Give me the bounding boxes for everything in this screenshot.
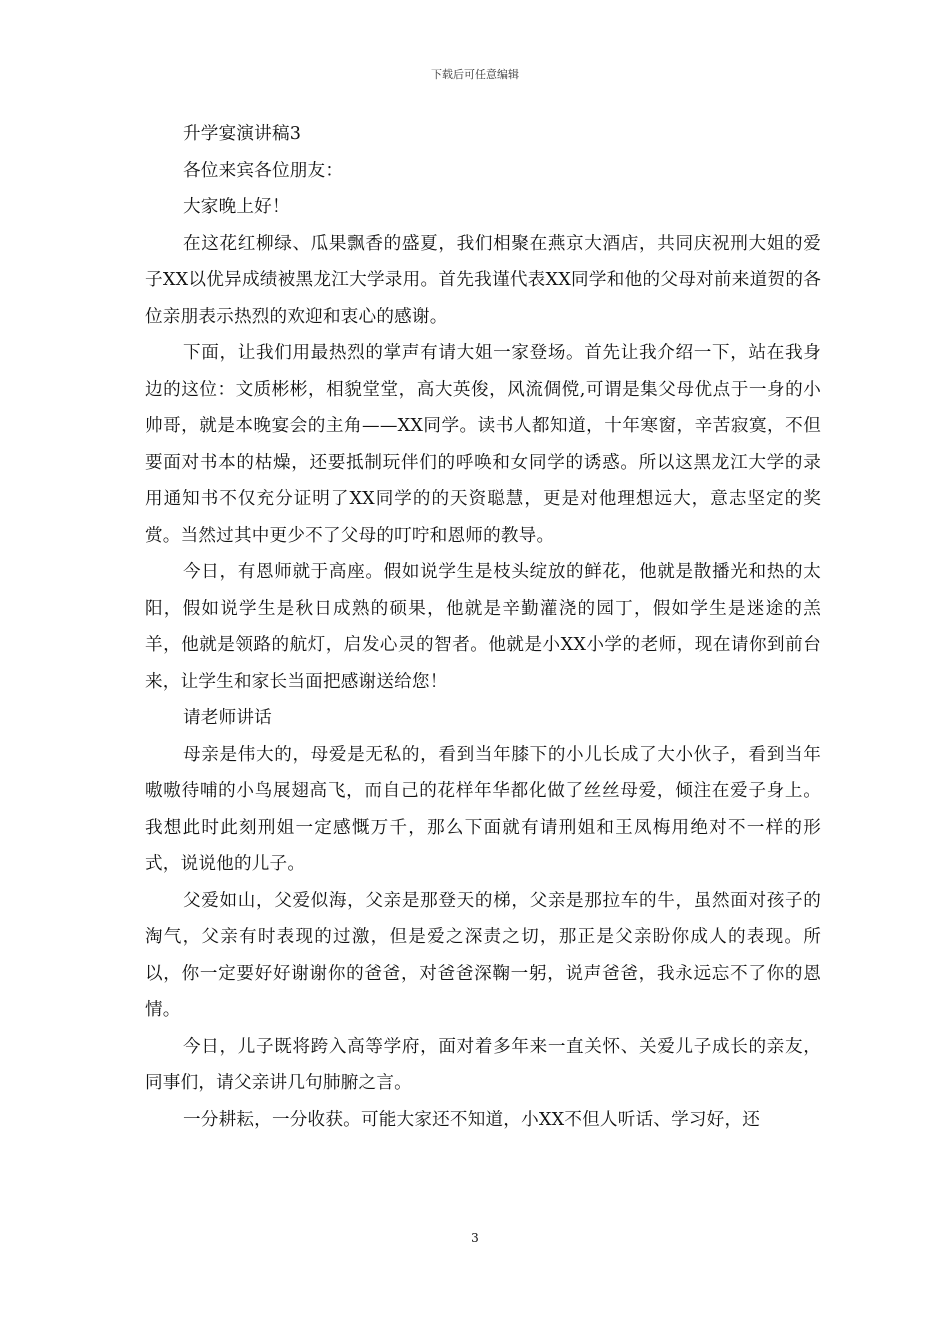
- greeting: 大家晚上好！: [183, 197, 290, 217]
- paragraph-opening: 在这花红柳绿、瓜果飘香的盛夏，我们相聚在燕京大酒店，共同庆祝刑大姐的爱子XX以优异成绩被黑龙江大学录用。首先我谨代表XX同学和他的父母对前来道贺的各位亲朋表示热烈的欢迎和衷心的感谢。: [145, 233, 821, 327]
- document-body: [145, 116, 821, 1138]
- paragraph-teacher-speech: 请老师讲话: [183, 708, 272, 728]
- speech-title: 升学宴演讲稿3: [183, 124, 302, 144]
- paragraph-introduction: 下面，让我们用最热烈的掌声有请大姐一家登场。首先让我介绍一下，站在我身边的这位：文质彬彬，相貌堂堂，高大英俊，风流倜傥,可谓是集父母优点于一身的小帅哥，就是本晚宴会的主角——XX同学。读书人都知道，十年寒窗，辛苦寂寞，不但要面对书本的枯燥，还要抵制玩伴们的呼唤和女同学的诱惑。所以这黑龙江大学的录用通知书不仅充分证明了XX同学的的天资聪慧，更是对他理想远大，意志坚定的奖赏。当然过其中更少不了父母的叮咛和恩师的教导。: [145, 343, 821, 546]
- paragraph-father-speech: 今日，儿子既将跨入高等学府，面对着多年来一直关怀、关爱儿子成长的亲友，同事们，请父亲讲几句肺腑之言。: [145, 1036, 821, 1093]
- page-number: 3: [471, 1231, 479, 1245]
- paragraph-mother: 母亲是伟大的，母爱是无私的，看到当年膝下的小儿长成了大小伙子，看到当年嗷嗷待哺的小鸟展翅高飞，而自己的花样年华都化做了丝丝母爱，倾注在爱子身上。我想此时此刻刑姐一定感慨万千，那么下面就有请刑姐和王凤梅用绝对不一样的形式，说说他的儿子。: [145, 744, 821, 874]
- page-header: 下载后可任意编辑: [431, 68, 519, 81]
- paragraph-harvest: 一分耕耘，一分收获。可能大家还不知道，小XX不但人听话、学习好，还: [183, 1109, 761, 1130]
- salutation: 各位来宾各位朋友：: [183, 160, 344, 181]
- paragraph-father: 父爱如山，父爱似海，父亲是那登天的梯，父亲是那拉车的牛，虽然面对孩子的淘气，父亲有时表现的过激，但是爱之深责之切，那正是父亲盼你成人的表现。所以，你一定要好好谢谢你的爸爸，对爸爸深鞠一躬，说声爸爸，我永远忘不了你的恩情。: [145, 890, 821, 1020]
- paragraph-teacher: 今日，有恩师就于高座。假如说学生是枝头绽放的鲜花，他就是散播光和热的太阳，假如说学生是秋日成熟的硕果，他就是辛勤灌浇的园丁，假如学生是迷途的羔羊，他就是领路的航灯，启发心灵的智者。他就是小XX小学的老师，现在请你到前台来，让学生和家长当面把感谢送给您！: [145, 562, 821, 692]
